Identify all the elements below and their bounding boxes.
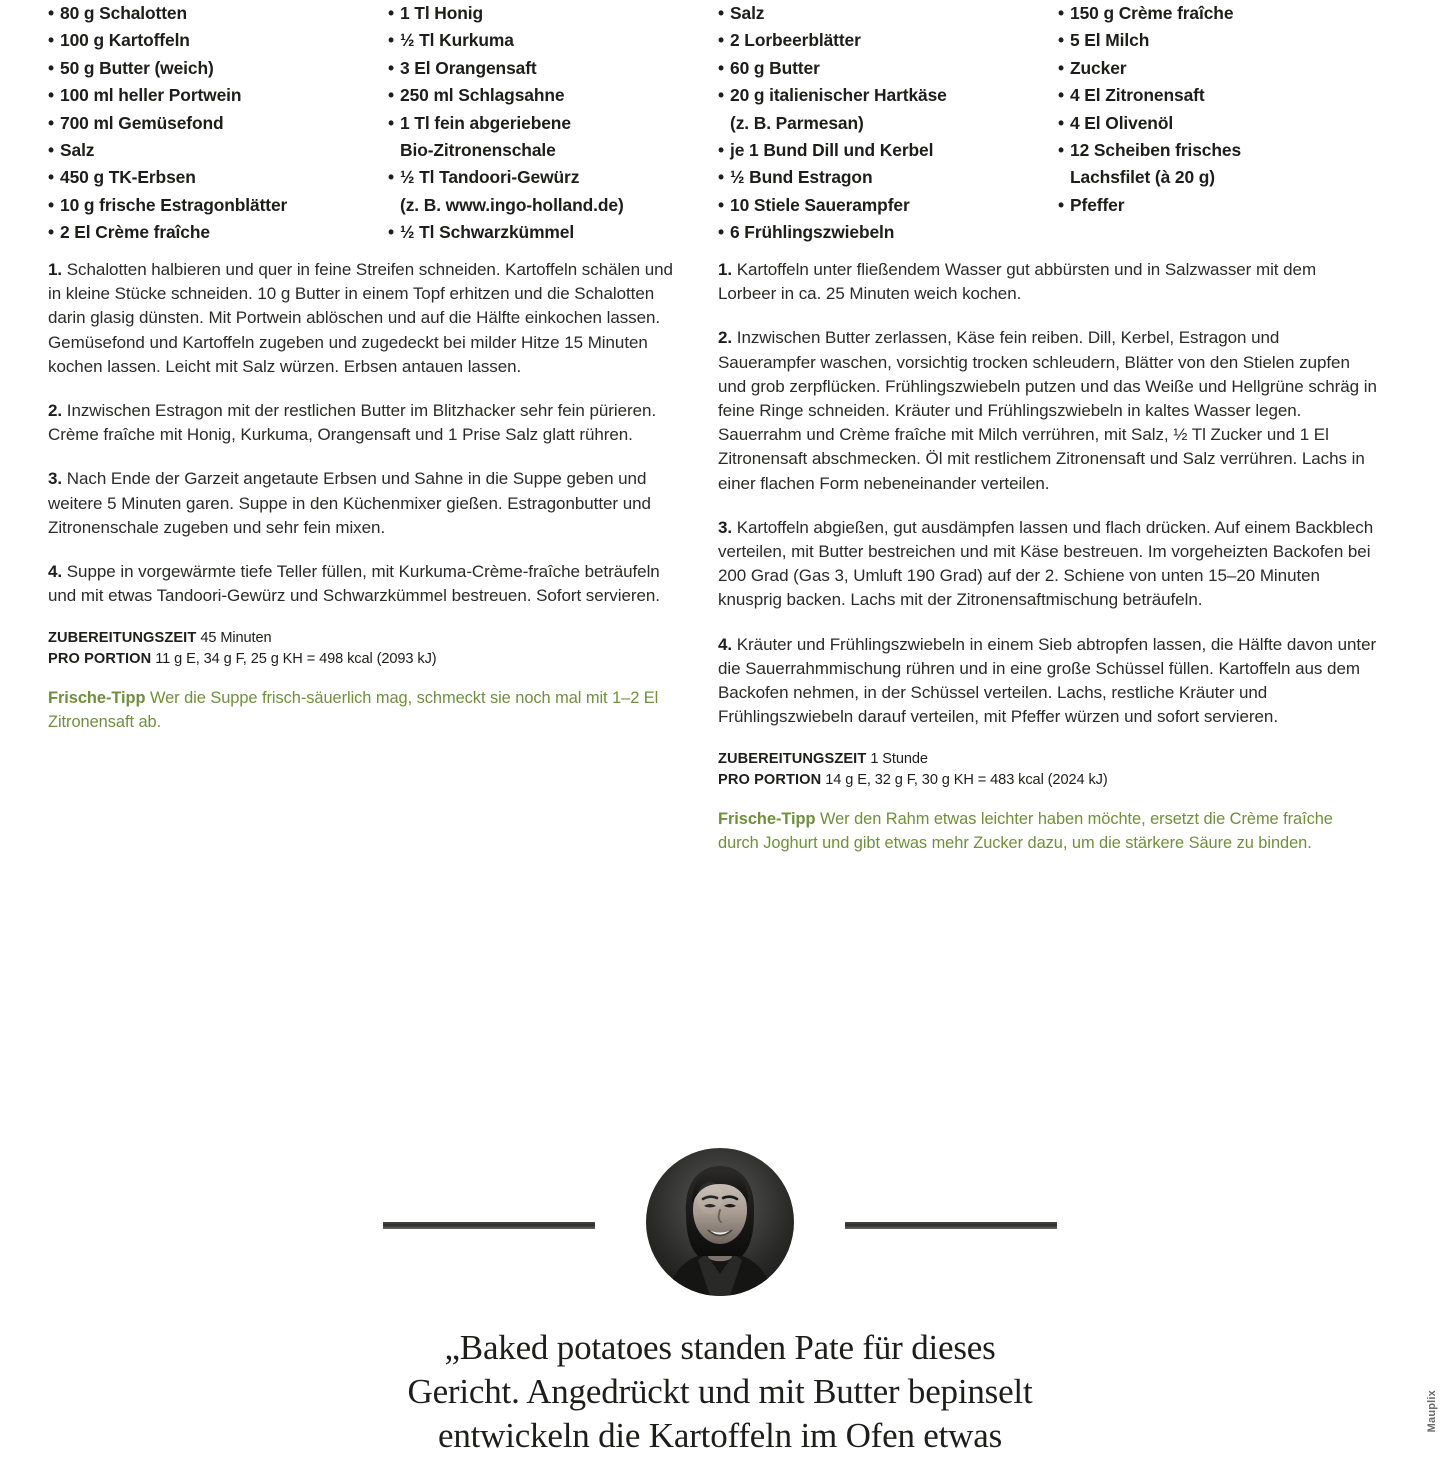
left-ingredients-block xyxy=(48,0,688,258)
step-text: Inzwischen Butter zerlassen, Käse fein reiben. Dill, Kerbel, Estragon und Sauerampfer waschen, vorsichtig trocken schleudern, Blätter von den Stielen zupfen und grob zerpflücken. Frühlingszwiebeln putzen und das Weiße und Hellgrüne schräg in feine Ringe schneiden. Kräuter und Frühlingszwiebeln in kaltes Wasser legen. Sauerrahm und Crème fraîche mit Milch verrühren, mit Salz, ½ Tl Zucker und 1 El Zitronensaft abschmecken. Öl mit restlichem Zitronensaft und Salz verrühren. Lachs in einer flachen Form nebeneinander verteilen. xyxy=(718,328,1377,493)
left-fresh-tip-label: Frische-Tipp xyxy=(48,689,146,708)
photo-credit: Mauplix xyxy=(1426,1389,1438,1432)
ingredient-label: 450 g TK-Erbsen xyxy=(60,167,196,188)
ingredient-item xyxy=(718,164,1058,191)
bullet-icon: • xyxy=(388,30,394,51)
ingredient-label: 80 g Schalotten xyxy=(60,3,188,23)
ingredient-label: ½ Bund Estragon xyxy=(730,167,873,188)
step-text: Kräuter und Frühlingszwiebeln in einem Sieb abtropfen lassen, die Hälfte davon unter die Sauerrahmmischung rühren und in eine große Schüssel füllen. Kartoffeln aus dem Backofen nehmen, in der Schüssel verteilen. Lachs, restliche Kräuter und Frühlingszwiebeln darauf verteilen, mit Pfeffer würzen und sofort servieren. xyxy=(718,634,1377,727)
right-nutrition-label: PRO PORTION xyxy=(718,771,822,788)
right-prep-time xyxy=(718,749,1378,770)
ingredient-label: ½ Tl Kurkuma xyxy=(400,30,514,51)
ingredient-item xyxy=(718,55,1058,82)
ingredient-item xyxy=(718,192,1058,219)
left-nutrition xyxy=(48,649,688,670)
ingredient-item xyxy=(388,110,688,137)
ingredient-label: 5 El Milch xyxy=(1070,30,1150,51)
right-prep-time-label: ZUBEREITUNGSZEIT xyxy=(718,751,867,768)
right-fresh-tip-text: Wer den Rahm etwas leichter haben möchte, ersetzt die Crème fraîche durch Joghurt und gibt etwas mehr Zucker dazu, um die stärkere Säure zu binden. xyxy=(718,810,1333,852)
step-text: Schalotten halbieren und quer in feine Streifen schneiden. Kartoffeln schälen und in kleine Stücke schneiden. 10 g Butter in einem Topf erhitzen und die Schalotten darin glasig dünsten. Mit Portwein ablöschen und auf die Hälfte einkochen lassen. Gemüsefond und Kartoffeln zugeben und zugedeckt bei milder Hitze 15 Minuten kochen lassen. Leicht mit Salz würzen. Erbsen antauen lassen. xyxy=(48,260,673,376)
ingredient-item xyxy=(48,82,388,109)
ingredient-item xyxy=(48,55,388,82)
step-text: Inzwischen Estragon mit der restlichen Butter im Blitzhacker sehr fein pürieren. Crème fraîche mit Honig, Kurkuma, Orangensaft und 1 Prise Salz glatt rühren. xyxy=(48,401,657,445)
bullet-icon: • xyxy=(1058,140,1064,161)
bullet-icon: • xyxy=(1058,194,1064,215)
step-number: 3. xyxy=(48,469,67,489)
chef-portrait-avatar xyxy=(646,1148,794,1296)
ingredient-item xyxy=(718,219,1058,246)
recipe-step xyxy=(718,326,1378,495)
left-ingredients-sublist-2 xyxy=(388,0,688,258)
left-recipe-column xyxy=(48,0,688,751)
ingredient-item xyxy=(48,219,388,246)
right-recipe-column xyxy=(718,0,1378,872)
ingredient-item xyxy=(1058,0,1358,27)
recipe-step xyxy=(48,399,688,447)
left-ingredients-sublist-1 xyxy=(48,0,388,258)
ingredient-label: 12 Scheiben frisches xyxy=(1070,140,1242,161)
ingredient-label: 1 Tl Honig xyxy=(400,3,484,23)
ingredient-item xyxy=(388,164,688,191)
ingredient-item xyxy=(1058,55,1358,82)
ingredient-label: Salz xyxy=(60,140,95,161)
step-number: 1. xyxy=(48,260,67,279)
bullet-icon: • xyxy=(1058,112,1064,133)
left-nutrition-label: PRO PORTION xyxy=(48,650,152,667)
left-prep-time xyxy=(48,628,688,649)
bullet-icon: • xyxy=(48,57,54,78)
bullet-icon: • xyxy=(718,3,724,23)
recipe-step xyxy=(48,467,688,540)
right-fresh-tip xyxy=(718,808,1378,855)
bullet-icon: • xyxy=(718,85,724,106)
ingredient-label: Pfeffer xyxy=(1070,194,1125,215)
ingredient-item xyxy=(48,192,388,219)
bullet-icon: • xyxy=(388,57,394,78)
ingredient-label: 100 g Kartoffeln xyxy=(60,30,190,51)
ingredient-label: 20 g italienischer Hartkäse xyxy=(730,85,947,106)
bullet-icon: • xyxy=(48,30,54,51)
ingredient-label: 250 ml Schlagsahne xyxy=(400,85,565,106)
bullet-icon: • xyxy=(718,222,724,243)
ingredient-item xyxy=(48,0,388,27)
left-fresh-tip xyxy=(48,687,688,734)
ingredient-item xyxy=(388,137,688,164)
step-text: Kartoffeln unter fließendem Wasser gut abbürsten und in Salzwasser mit dem Lorbeer in ca. 25 Minuten weich kochen. xyxy=(718,260,1317,304)
step-number: 2. xyxy=(718,328,737,348)
bullet-icon: • xyxy=(1058,30,1064,51)
chef-quote-text xyxy=(0,1326,1440,1458)
ingredient-label: (z. B. www.ingo-holland.de) xyxy=(400,194,624,215)
left-fresh-tip-text: Wer die Suppe frisch-säuerlich mag, schmeckt sie noch mal mit 1–2 El Zitronensaft ab. xyxy=(48,689,659,731)
step-text: Suppe in vorgewärmte tiefe Teller füllen, mit Kurkuma-Crème-fraîche beträufeln und mit etwas Tandoori-Gewürz und Schwarzkümmel bestreuen. Sofort servieren. xyxy=(48,562,660,606)
ingredient-label: 150 g Crème fraîche xyxy=(1070,3,1234,23)
bullet-icon: • xyxy=(718,167,724,188)
step-number: 2. xyxy=(48,401,67,421)
ingredient-item xyxy=(48,27,388,54)
ingredient-item xyxy=(1058,192,1358,219)
step-number: 4. xyxy=(718,634,737,654)
ingredient-label: Lachsfilet (à 20 g) xyxy=(1070,167,1215,188)
bullet-icon: • xyxy=(388,3,394,23)
right-nutrition-value: 14 g E, 32 g F, 30 g KH = 483 kcal (2024 kJ) xyxy=(825,771,1108,788)
ingredient-label: 4 El Olivenöl xyxy=(1070,112,1174,133)
ingredient-label: 700 ml Gemüsefond xyxy=(60,112,224,133)
bullet-icon: • xyxy=(718,30,724,51)
ingredient-label: ½ Tl Tandoori-Gewürz xyxy=(400,167,580,188)
ingredient-label: 50 g Butter (weich) xyxy=(60,57,214,78)
ingredient-item xyxy=(718,82,1058,109)
ingredient-label: Bio-Zitronenschale xyxy=(400,140,556,161)
chef-quote-section xyxy=(0,1140,1440,1455)
ingredient-label: ½ Tl Schwarzkümmel xyxy=(400,222,575,243)
ingredient-item xyxy=(718,110,1058,137)
quote-line: „Baked potatoes standen Pate für dieses xyxy=(444,1328,996,1367)
bullet-icon: • xyxy=(1058,3,1064,23)
rule-right xyxy=(845,1222,1057,1229)
bullet-icon: • xyxy=(388,112,394,133)
bullet-icon: • xyxy=(48,3,54,23)
recipe-step xyxy=(48,560,688,608)
right-recipe-meta xyxy=(718,749,1378,790)
ingredient-label: 2 El Crème fraîche xyxy=(60,222,210,243)
ingredient-item xyxy=(388,27,688,54)
ingredient-label: (z. B. Parmesan) xyxy=(730,112,864,133)
ingredient-item xyxy=(1058,137,1358,164)
ingredient-item xyxy=(1058,82,1358,109)
recipe-step xyxy=(718,633,1378,730)
right-ingredients-sublist-2 xyxy=(1058,0,1358,258)
recipe-step xyxy=(718,258,1378,306)
left-steps xyxy=(48,258,688,608)
ingredient-item xyxy=(48,137,388,164)
ingredient-item xyxy=(1058,110,1358,137)
ingredient-label: 10 g frische Estragonblätter xyxy=(60,194,288,215)
ingredient-label: 6 Frühlingszwiebeln xyxy=(730,222,895,243)
bullet-icon: • xyxy=(718,57,724,78)
bullet-icon: • xyxy=(388,222,394,243)
ingredient-item xyxy=(388,55,688,82)
ingredient-label: Zucker xyxy=(1070,57,1127,78)
quote-line: entwickeln die Kartoffeln im Ofen etwas xyxy=(438,1416,1002,1455)
ingredient-label: 100 ml heller Portwein xyxy=(60,85,242,106)
ingredient-item xyxy=(388,192,688,219)
bullet-icon: • xyxy=(388,85,394,106)
quote-line: Gericht. Angedrückt und mit Butter bepinselt xyxy=(407,1372,1033,1411)
bullet-icon: • xyxy=(48,85,54,106)
bullet-icon: • xyxy=(48,222,54,243)
step-text: Kartoffeln abgießen, gut ausdämpfen lassen und flach drücken. Auf einem Backblech verteilen, mit Butter bestreichen und mit Käse bestreuen. Im vorgeheizten Backofen bei 200 Grad (Gas 3, Umluft 190 Grad) auf der 2. Schiene von unten 15–20 Minuten knusprig backen. Lachs mit der Zitronensaftmischung beträufeln. xyxy=(718,517,1374,610)
bullet-icon: • xyxy=(718,140,724,161)
ingredient-item xyxy=(388,82,688,109)
bullet-icon: • xyxy=(48,194,54,215)
ingredient-item xyxy=(388,219,688,246)
step-number: 3. xyxy=(718,517,737,537)
bullet-icon: • xyxy=(1058,57,1064,78)
right-nutrition xyxy=(718,770,1378,791)
right-ingredients-sublist-1 xyxy=(718,0,1058,258)
ingredient-item xyxy=(718,0,1058,27)
rule-left xyxy=(383,1222,595,1229)
left-recipe-meta xyxy=(48,628,688,669)
ingredient-item xyxy=(388,0,688,27)
bullet-icon: • xyxy=(48,167,54,188)
chef-portrait-image xyxy=(646,1148,794,1296)
ingredient-label: Salz xyxy=(730,3,765,23)
right-steps xyxy=(718,258,1378,729)
left-nutrition-value: 11 g E, 34 g F, 25 g KH = 498 kcal (2093 kJ) xyxy=(155,650,437,667)
right-fresh-tip-label: Frische-Tipp xyxy=(718,810,816,829)
right-ingredients-block xyxy=(718,0,1378,258)
recipe-step xyxy=(48,258,688,379)
ingredient-label: 1 Tl fein abgeriebene xyxy=(400,112,571,133)
bullet-icon: • xyxy=(718,194,724,215)
recipe-step xyxy=(718,516,1378,613)
right-prep-time-value: 1 Stunde xyxy=(870,751,928,768)
ingredient-label: 10 Stiele Sauerampfer xyxy=(730,194,910,215)
left-prep-time-label: ZUBEREITUNGSZEIT xyxy=(48,630,197,647)
bullet-icon: • xyxy=(48,112,54,133)
bullet-icon: • xyxy=(48,140,54,161)
ingredient-item xyxy=(48,164,388,191)
ingredient-item xyxy=(1058,164,1358,191)
bullet-icon: • xyxy=(1058,85,1064,106)
left-prep-time-value: 45 Minuten xyxy=(200,630,272,647)
step-text: Nach Ende der Garzeit angetaute Erbsen und Sahne in die Suppe geben und weitere 5 Minuten garen. Suppe in den Küchenmixer gießen. Estragonbutter und Zitronenschale zugeben und sehr fein mixen. xyxy=(48,469,651,537)
ingredient-label: 3 El Orangensaft xyxy=(400,57,537,78)
step-number: 1. xyxy=(718,260,737,279)
ingredient-item xyxy=(1058,27,1358,54)
bullet-icon: • xyxy=(388,167,394,188)
ingredient-label: 4 El Zitronensaft xyxy=(1070,85,1205,106)
step-number: 4. xyxy=(48,562,67,582)
ingredient-item xyxy=(718,27,1058,54)
ingredient-item xyxy=(48,110,388,137)
ingredient-label: je 1 Bund Dill und Kerbel xyxy=(730,140,934,161)
ingredient-label: 60 g Butter xyxy=(730,57,820,78)
ingredient-item xyxy=(718,137,1058,164)
ingredient-label: 2 Lorbeerblätter xyxy=(730,30,861,51)
